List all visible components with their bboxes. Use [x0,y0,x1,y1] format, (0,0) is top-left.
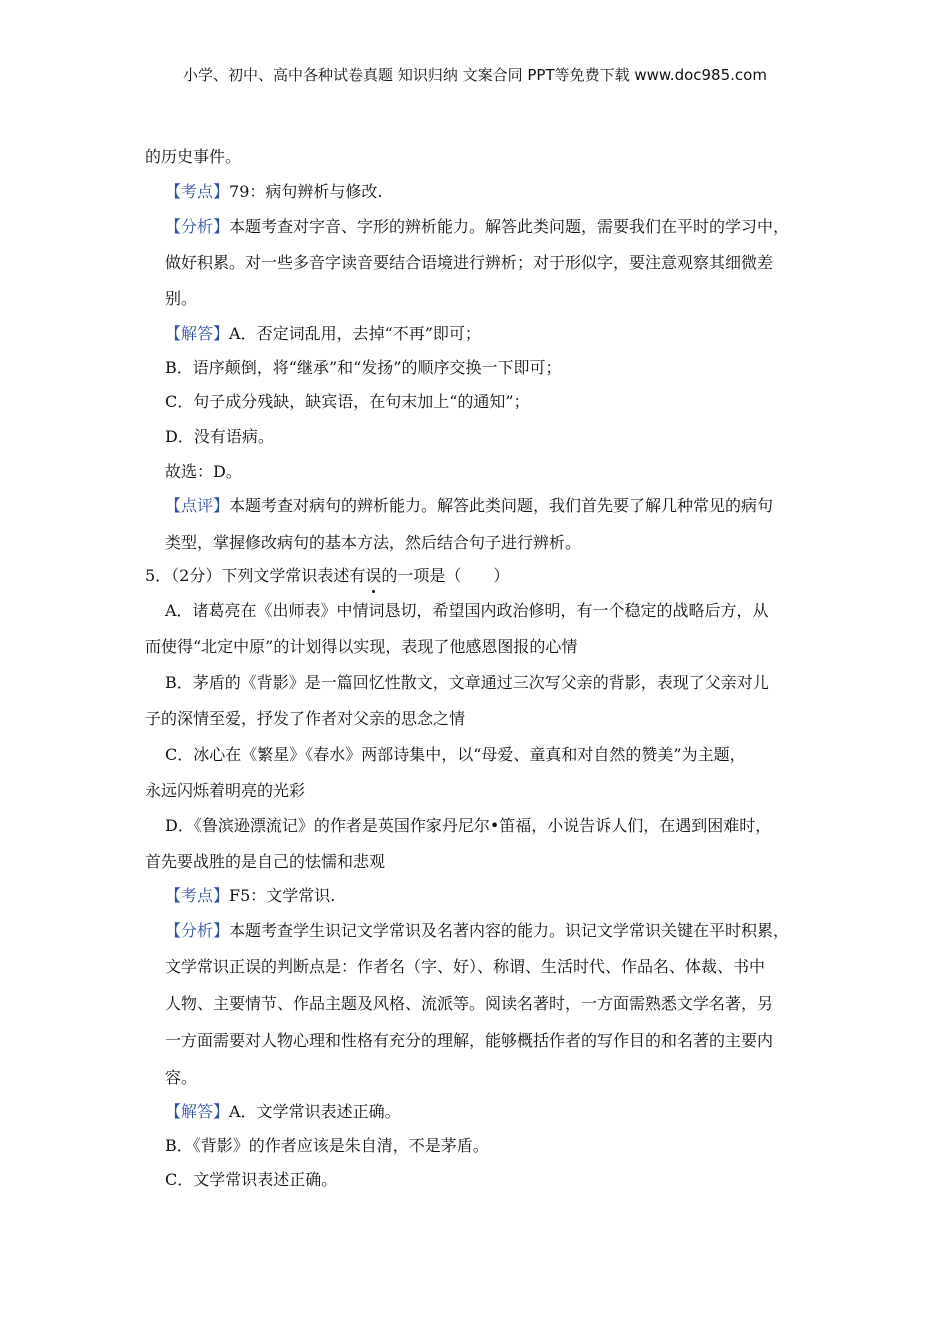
q5-option-a-line-2: 而使得“北定中原”的计划得以实现，表现了他感恩图报的心情 [145,637,578,656]
q4-kaodian-text: 79：病句辨析与修改. [229,182,383,201]
q4-fenxi-tag: 【分析】 [165,217,230,236]
q4-dianping-text-1: 本题考查对病句的辨析能力。解答此类问题，我们首先要了解几种常见的病句 [229,496,774,515]
page-header: 小学、初中、高中各种试卷真题 知识归纳 文案合同 PPT等免费下载 www.doc985.com [183,66,767,84]
q4-kaodian [165,180,382,204]
q4-jieda [165,322,481,346]
q5-fenxi-line-3: 人物、主要情节、作品主题及风格、流派等。阅读名著时，一方面需熟悉文学名著，另 [165,994,774,1013]
q5-kaodian-tag: 【考点】 [165,886,230,905]
q4-fenxi-text-1: 本题考查对字音、字形的辨析能力。解答此类问题，需要我们在平时的学习中， [229,217,790,236]
q5-fenxi-tag: 【分析】 [165,921,230,940]
q4-fenxi-line-3: 别。 [165,289,198,308]
q5-option-b-line-1: B．茅盾的《背影》是一篇回忆性散文，文章通过三次写父亲的背影，表现了父亲对儿 [165,673,769,692]
q5-kaodian-text: F5：文学常识. [229,886,336,905]
q5-stem [145,564,509,588]
q5-jieda [165,1100,401,1124]
q5-stem-after: 的一项是（ ） [381,566,510,585]
q5-fenxi-line-2: 文学常识正误的判断点是：作者名（字、好）、称谓、生活时代、作品名、体裁、书中 [165,957,766,976]
q4-jieda-d: D．没有语病。 [165,427,274,446]
q5-option-d-line-2: 首先要战胜的是自己的怯懦和悲观 [145,852,386,871]
q5-fenxi-text-1: 本题考查学生识记文学常识及名著内容的能力。识记文学常识关键在平时积累， [229,921,790,940]
q5-jieda-b: B．《背影》的作者应该是朱自清，不是茅盾。 [165,1136,489,1155]
q5-jieda-tag: 【解答】 [165,1102,230,1121]
q5-fenxi-line-4: 一方面需要对人物心理和性格有充分的理解，能够概括作者的写作目的和名著的主要内 [165,1031,774,1050]
q5-option-c-line-2: 永远闪烁着明亮的光彩 [145,781,306,800]
q5-option-c-line-1: C．冰心在《繁星》《春水》两部诗集中，以“母爱、童真和对自然的赞美”为主题， [165,745,746,764]
q4-jieda-c: C．句子成分残缺，缺宾语，在句末加上“的通知”； [165,392,530,411]
q4-fenxi-line-1 [165,215,789,239]
q4-jieda-b: B．语序颠倒，将“继承”和“发扬”的顺序交换一下即可； [165,358,562,377]
q4-continuation: 的历史事件。 [145,147,242,166]
q4-fenxi-line-2: 做好积累。对一些多音字读音要结合语境进行辨析；对于形似字，要注意观察其细微差 [165,253,774,272]
q4-dianping-line-2: 类型，掌握修改病句的基本方法，然后结合句子进行辨析。 [165,533,582,552]
q4-dianping-tag: 【点评】 [165,496,230,515]
q5-option-a-line-1: A．诸葛亮在《出师表》中情词恳切，希望国内政治修明，有一个稳定的战略后方，从 [165,601,769,620]
q5-fenxi-line-1 [165,919,789,943]
q4-jieda-a: A．否定词乱用，去掉“不再”即可； [229,324,481,343]
q4-jieda-tag: 【解答】 [165,324,230,343]
q5-kaodian [165,884,335,908]
q4-dianping-line-1 [165,494,773,518]
q5-stem-emphasis: 误 [365,564,381,588]
q5-stem-before: 5．（2分）下列文学常识表述有 [145,566,366,585]
q5-jieda-c: C．文学常识表述正确。 [165,1170,338,1189]
q5-option-d-line-1: D．《鲁滨逊漂流记》的作者是英国作家丹尼尔•笛福，小说告诉人们，在遇到困难时， [165,816,772,835]
q4-kaodian-tag: 【考点】 [165,182,230,201]
q5-jieda-a: A．文学常识表述正确。 [229,1102,401,1121]
q5-option-b-line-2: 子的深情至爱，抒发了作者对父亲的思念之情 [145,709,466,728]
q5-fenxi-line-5: 容。 [165,1068,198,1087]
q4-guxuan: 故选：D。 [165,462,242,481]
